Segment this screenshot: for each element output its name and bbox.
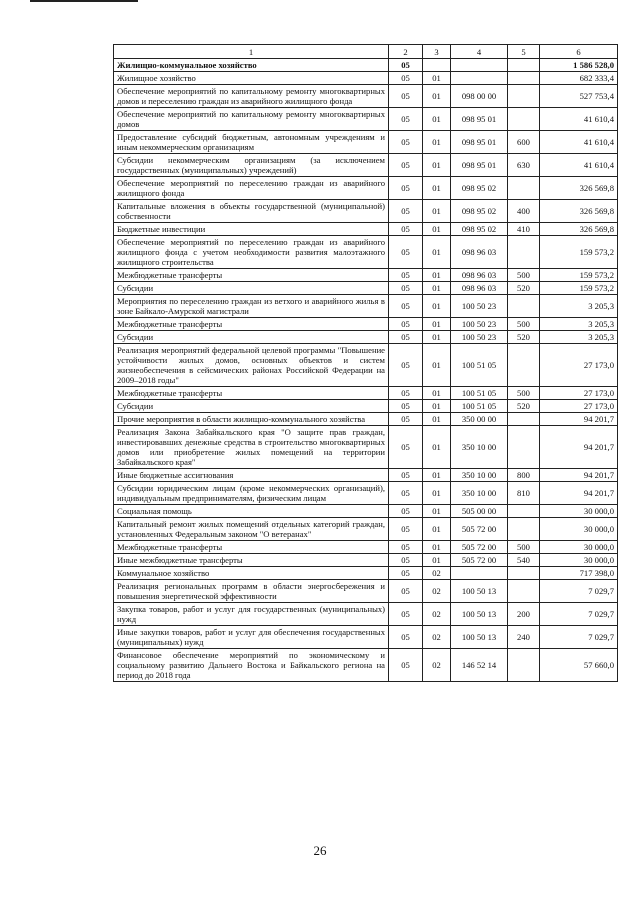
table-row bbox=[114, 580, 618, 603]
row-amount: 30 000,0 bbox=[540, 505, 618, 518]
row-target-code: 100 51 05 bbox=[451, 344, 508, 387]
row-name: Капитальные вложения в объекты государственной (муниципальной) собственности bbox=[114, 200, 389, 223]
row-target-code: 100 50 23 bbox=[451, 331, 508, 344]
row-subsection: 01 bbox=[423, 344, 451, 387]
row-subsection: 01 bbox=[423, 482, 451, 505]
row-section: 05 bbox=[389, 344, 423, 387]
table-row bbox=[114, 567, 618, 580]
row-subsection: 01 bbox=[423, 331, 451, 344]
row-subsection: 01 bbox=[423, 269, 451, 282]
row-section: 05 bbox=[389, 649, 423, 682]
row-name: Прочие мероприятия в области жилищно-коммунального хозяйства bbox=[114, 413, 389, 426]
row-target-code: 350 10 00 bbox=[451, 482, 508, 505]
row-target-code: 505 72 00 bbox=[451, 518, 508, 541]
row-expense-type: 520 bbox=[508, 400, 540, 413]
row-amount: 1 586 528,0 bbox=[540, 59, 618, 72]
row-target-code: 505 72 00 bbox=[451, 554, 508, 567]
row-subsection: 01 bbox=[423, 541, 451, 554]
row-amount: 94 201,7 bbox=[540, 426, 618, 469]
table-row bbox=[114, 603, 618, 626]
header-col-5: 5 bbox=[508, 45, 540, 59]
row-subsection: 01 bbox=[423, 236, 451, 269]
row-subsection: 02 bbox=[423, 567, 451, 580]
row-target-code: 098 96 03 bbox=[451, 269, 508, 282]
row-amount: 30 000,0 bbox=[540, 541, 618, 554]
row-section: 05 bbox=[389, 554, 423, 567]
table-row bbox=[114, 554, 618, 567]
row-name: Бюджетные инвестиции bbox=[114, 223, 389, 236]
row-subsection: 01 bbox=[423, 387, 451, 400]
row-amount: 41 610,4 bbox=[540, 108, 618, 131]
header-row bbox=[114, 45, 618, 59]
row-subsection: 01 bbox=[423, 505, 451, 518]
row-expense-type: 500 bbox=[508, 318, 540, 331]
row-name: Межбюджетные трансферты bbox=[114, 318, 389, 331]
row-subsection: 01 bbox=[423, 177, 451, 200]
row-subsection: 01 bbox=[423, 469, 451, 482]
row-subsection: 01 bbox=[423, 318, 451, 331]
row-expense-type: 410 bbox=[508, 223, 540, 236]
row-section: 05 bbox=[389, 154, 423, 177]
row-name: Обеспечение мероприятий по капитальному ремонту многоквартирных домов и переселению граждан из аварийного жилищного фонда bbox=[114, 85, 389, 108]
row-section: 05 bbox=[389, 269, 423, 282]
row-section: 05 bbox=[389, 131, 423, 154]
row-amount: 57 660,0 bbox=[540, 649, 618, 682]
header-col-2: 2 bbox=[389, 45, 423, 59]
row-subsection: 01 bbox=[423, 426, 451, 469]
row-expense-type: 800 bbox=[508, 469, 540, 482]
row-target-code: 098 95 01 bbox=[451, 154, 508, 177]
header-col-4: 4 bbox=[451, 45, 508, 59]
table-row bbox=[114, 269, 618, 282]
row-expense-type: 200 bbox=[508, 603, 540, 626]
row-target-code: 098 96 03 bbox=[451, 236, 508, 269]
table-row bbox=[114, 505, 618, 518]
budget-table bbox=[113, 44, 618, 682]
row-section: 05 bbox=[389, 505, 423, 518]
row-section: 05 bbox=[389, 236, 423, 269]
row-amount: 326 569,8 bbox=[540, 223, 618, 236]
row-amount: 94 201,7 bbox=[540, 482, 618, 505]
row-section: 05 bbox=[389, 426, 423, 469]
row-amount: 527 753,4 bbox=[540, 85, 618, 108]
row-expense-type bbox=[508, 426, 540, 469]
row-subsection: 01 bbox=[423, 85, 451, 108]
row-target-code: 098 96 03 bbox=[451, 282, 508, 295]
row-expense-type bbox=[508, 567, 540, 580]
row-expense-type: 500 bbox=[508, 541, 540, 554]
table-row bbox=[114, 413, 618, 426]
row-target-code: 350 10 00 bbox=[451, 469, 508, 482]
row-subsection: 01 bbox=[423, 131, 451, 154]
row-section: 05 bbox=[389, 59, 423, 72]
table-row bbox=[114, 85, 618, 108]
row-subsection: 02 bbox=[423, 603, 451, 626]
row-amount: 159 573,2 bbox=[540, 269, 618, 282]
table-row bbox=[114, 282, 618, 295]
row-target-code bbox=[451, 59, 508, 72]
row-amount: 159 573,2 bbox=[540, 282, 618, 295]
row-name: Субсидии юридическим лицам (кроме некоммерческих организаций), индивидуальным предпринимателям, физическим лицам bbox=[114, 482, 389, 505]
row-target-code: 100 50 13 bbox=[451, 626, 508, 649]
table-row bbox=[114, 223, 618, 236]
row-expense-type: 400 bbox=[508, 200, 540, 223]
row-name: Жилищно-коммунальное хозяйство bbox=[114, 59, 389, 72]
row-amount: 326 569,8 bbox=[540, 200, 618, 223]
table-row bbox=[114, 518, 618, 541]
row-section: 05 bbox=[389, 108, 423, 131]
table-row bbox=[114, 59, 618, 72]
row-expense-type bbox=[508, 649, 540, 682]
row-amount: 94 201,7 bbox=[540, 413, 618, 426]
header-col-1: 1 bbox=[114, 45, 389, 59]
row-name: Иные межбюджетные трансферты bbox=[114, 554, 389, 567]
row-expense-type: 240 bbox=[508, 626, 540, 649]
row-subsection: 01 bbox=[423, 72, 451, 85]
row-section: 05 bbox=[389, 603, 423, 626]
row-target-code: 350 00 00 bbox=[451, 413, 508, 426]
row-amount: 27 173,0 bbox=[540, 387, 618, 400]
row-expense-type: 600 bbox=[508, 131, 540, 154]
table-row bbox=[114, 177, 618, 200]
row-name: Иные бюджетные ассигнования bbox=[114, 469, 389, 482]
row-amount: 30 000,0 bbox=[540, 554, 618, 567]
row-section: 05 bbox=[389, 400, 423, 413]
row-subsection: 02 bbox=[423, 580, 451, 603]
row-subsection: 01 bbox=[423, 200, 451, 223]
row-subsection: 01 bbox=[423, 223, 451, 236]
table-row bbox=[114, 331, 618, 344]
table-row bbox=[114, 200, 618, 223]
row-section: 05 bbox=[389, 177, 423, 200]
header-col-3: 3 bbox=[423, 45, 451, 59]
table-row bbox=[114, 318, 618, 331]
row-name: Закупка товаров, работ и услуг для государственных (муниципальных) нужд bbox=[114, 603, 389, 626]
row-target-code bbox=[451, 567, 508, 580]
row-target-code: 098 95 02 bbox=[451, 177, 508, 200]
row-target-code: 098 95 02 bbox=[451, 223, 508, 236]
row-amount: 27 173,0 bbox=[540, 344, 618, 387]
row-target-code: 100 50 23 bbox=[451, 295, 508, 318]
row-section: 05 bbox=[389, 567, 423, 580]
row-subsection: 01 bbox=[423, 295, 451, 318]
row-amount: 682 333,4 bbox=[540, 72, 618, 85]
row-target-code: 098 95 02 bbox=[451, 200, 508, 223]
row-expense-type bbox=[508, 72, 540, 85]
row-name: Коммунальное хозяйство bbox=[114, 567, 389, 580]
row-section: 05 bbox=[389, 200, 423, 223]
table-row bbox=[114, 72, 618, 85]
row-amount: 3 205,3 bbox=[540, 295, 618, 318]
row-expense-type: 500 bbox=[508, 387, 540, 400]
row-name: Обеспечение мероприятий по переселению граждан из аварийного жилищного фонда bbox=[114, 177, 389, 200]
row-amount: 7 029,7 bbox=[540, 603, 618, 626]
header-col-6: 6 bbox=[540, 45, 618, 59]
row-target-code: 100 50 23 bbox=[451, 318, 508, 331]
row-target-code: 100 50 13 bbox=[451, 580, 508, 603]
row-subsection: 01 bbox=[423, 400, 451, 413]
table-row bbox=[114, 649, 618, 682]
row-target-code: 350 10 00 bbox=[451, 426, 508, 469]
row-amount: 159 573,2 bbox=[540, 236, 618, 269]
row-name: Межбюджетные трансферты bbox=[114, 269, 389, 282]
table-row bbox=[114, 344, 618, 387]
row-expense-type: 520 bbox=[508, 282, 540, 295]
table-row bbox=[114, 236, 618, 269]
row-subsection: 02 bbox=[423, 626, 451, 649]
row-target-code: 146 52 14 bbox=[451, 649, 508, 682]
row-section: 05 bbox=[389, 72, 423, 85]
row-amount: 41 610,4 bbox=[540, 131, 618, 154]
header-rule bbox=[30, 0, 138, 2]
row-expense-type bbox=[508, 518, 540, 541]
row-section: 05 bbox=[389, 85, 423, 108]
row-amount: 326 569,8 bbox=[540, 177, 618, 200]
row-name: Межбюджетные трансферты bbox=[114, 387, 389, 400]
row-expense-type: 810 bbox=[508, 482, 540, 505]
row-expense-type bbox=[508, 580, 540, 603]
row-target-code: 098 95 01 bbox=[451, 131, 508, 154]
table-row bbox=[114, 108, 618, 131]
row-subsection: 01 bbox=[423, 154, 451, 177]
row-amount: 3 205,3 bbox=[540, 318, 618, 331]
row-expense-type bbox=[508, 344, 540, 387]
table-row bbox=[114, 482, 618, 505]
row-amount: 27 173,0 bbox=[540, 400, 618, 413]
table-row bbox=[114, 387, 618, 400]
row-section: 05 bbox=[389, 626, 423, 649]
row-name: Финансовое обеспечение мероприятий по экономическому и социальному развитию Дальнего Востока и Байкальского региона на период до 2018 года bbox=[114, 649, 389, 682]
row-expense-type bbox=[508, 295, 540, 318]
row-target-code: 505 00 00 bbox=[451, 505, 508, 518]
row-expense-type bbox=[508, 236, 540, 269]
row-name: Реализация мероприятий федеральной целевой программы "Повышение устойчивости жилых домов, основных объектов и систем жизнеобеспечения в сейсмических районах Российской Федерации на 2009–2018 годы" bbox=[114, 344, 389, 387]
row-subsection: 01 bbox=[423, 282, 451, 295]
row-name: Межбюджетные трансферты bbox=[114, 541, 389, 554]
row-amount: 3 205,3 bbox=[540, 331, 618, 344]
row-expense-type bbox=[508, 177, 540, 200]
row-name: Капитальный ремонт жилых помещений отдельных категорий граждан, установленных Федеральным законом "О ветеранах" bbox=[114, 518, 389, 541]
table-row bbox=[114, 131, 618, 154]
row-subsection: 01 bbox=[423, 108, 451, 131]
table-row bbox=[114, 295, 618, 318]
row-amount: 7 029,7 bbox=[540, 580, 618, 603]
row-name: Субсидии bbox=[114, 282, 389, 295]
row-section: 05 bbox=[389, 541, 423, 554]
row-expense-type bbox=[508, 85, 540, 108]
row-section: 05 bbox=[389, 282, 423, 295]
row-expense-type bbox=[508, 505, 540, 518]
row-section: 05 bbox=[389, 469, 423, 482]
row-amount: 41 610,4 bbox=[540, 154, 618, 177]
row-section: 05 bbox=[389, 318, 423, 331]
table-row bbox=[114, 426, 618, 469]
row-name: Иные закупки товаров, работ и услуг для обеспечения государственных (муниципальных) нужд bbox=[114, 626, 389, 649]
row-name: Субсидии bbox=[114, 331, 389, 344]
table-row bbox=[114, 469, 618, 482]
row-amount: 7 029,7 bbox=[540, 626, 618, 649]
table-row bbox=[114, 154, 618, 177]
table-row bbox=[114, 626, 618, 649]
row-subsection bbox=[423, 59, 451, 72]
row-subsection: 01 bbox=[423, 518, 451, 541]
row-amount: 717 398,0 bbox=[540, 567, 618, 580]
row-section: 05 bbox=[389, 295, 423, 318]
row-section: 05 bbox=[389, 518, 423, 541]
row-name: Жилищное хозяйство bbox=[114, 72, 389, 85]
table-row bbox=[114, 541, 618, 554]
row-section: 05 bbox=[389, 413, 423, 426]
row-name: Социальная помощь bbox=[114, 505, 389, 518]
row-target-code: 100 51 05 bbox=[451, 387, 508, 400]
row-expense-type: 630 bbox=[508, 154, 540, 177]
row-expense-type: 500 bbox=[508, 269, 540, 282]
row-expense-type: 520 bbox=[508, 331, 540, 344]
row-target-code: 505 72 00 bbox=[451, 541, 508, 554]
row-amount: 94 201,7 bbox=[540, 469, 618, 482]
row-name: Предоставление субсидий бюджетным, автономным учреждениям и иным некоммерческим организациям bbox=[114, 131, 389, 154]
row-target-code: 098 00 00 bbox=[451, 85, 508, 108]
row-name: Реализация Закона Забайкальского края "О защите прав граждан, инвестировавших денежные средства в строительство многоквартирных домов или приобретение жилых помещений на территории Забайкальского края" bbox=[114, 426, 389, 469]
row-name: Субсидии bbox=[114, 400, 389, 413]
row-section: 05 bbox=[389, 580, 423, 603]
row-target-code: 100 51 05 bbox=[451, 400, 508, 413]
row-section: 05 bbox=[389, 331, 423, 344]
row-name: Мероприятия по переселению граждан из ветхого и аварийного жилья в зоне Байкало-Амурской магистрали bbox=[114, 295, 389, 318]
row-amount: 30 000,0 bbox=[540, 518, 618, 541]
row-subsection: 01 bbox=[423, 413, 451, 426]
row-target-code bbox=[451, 72, 508, 85]
row-target-code: 098 95 01 bbox=[451, 108, 508, 131]
row-subsection: 02 bbox=[423, 649, 451, 682]
row-section: 05 bbox=[389, 387, 423, 400]
row-target-code: 100 50 13 bbox=[451, 603, 508, 626]
row-expense-type bbox=[508, 108, 540, 131]
page-number: 26 bbox=[313, 843, 327, 858]
row-section: 05 bbox=[389, 482, 423, 505]
row-section: 05 bbox=[389, 223, 423, 236]
row-name: Обеспечение мероприятий по капитальному ремонту многоквартирных домов bbox=[114, 108, 389, 131]
row-name: Обеспечение мероприятий по переселению граждан из аварийного жилищного фонда с учетом необходимости развития малоэтажного жилищного строительства bbox=[114, 236, 389, 269]
row-name: Субсидии некоммерческим организациям (за исключением государственных (муниципальных) учреждений) bbox=[114, 154, 389, 177]
table-row bbox=[114, 400, 618, 413]
row-expense-type bbox=[508, 413, 540, 426]
row-expense-type bbox=[508, 59, 540, 72]
row-subsection: 01 bbox=[423, 554, 451, 567]
row-expense-type: 540 bbox=[508, 554, 540, 567]
row-name: Реализация региональных программ в области энергосбережения и повышения энергетической эффективности bbox=[114, 580, 389, 603]
